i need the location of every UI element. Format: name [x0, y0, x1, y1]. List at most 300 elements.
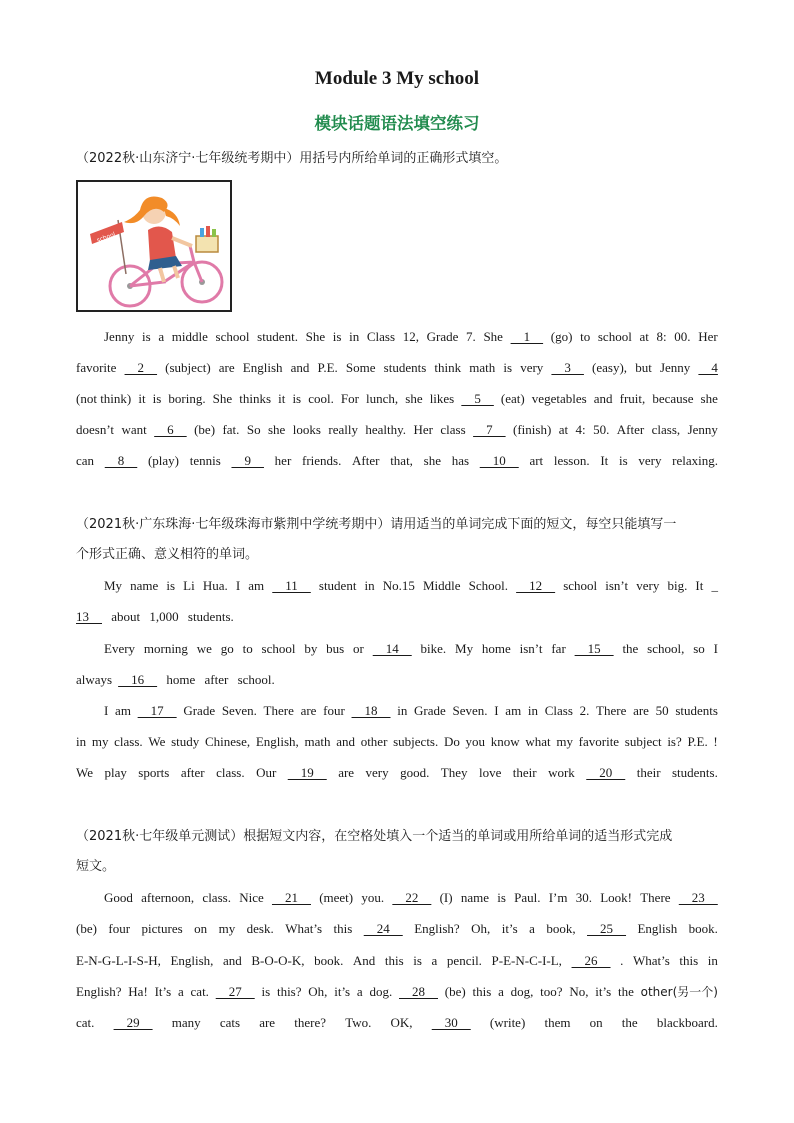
- word-token: 30.: [575, 890, 592, 905]
- word-token: on: [589, 1015, 603, 1030]
- word-token: Seven.: [221, 703, 257, 718]
- word-token: Grade: [426, 329, 459, 344]
- word-token: that,: [390, 453, 413, 468]
- word-token: always: [76, 672, 113, 687]
- word-token: this: [472, 984, 492, 999]
- word-token: Some: [345, 360, 376, 375]
- answer-blank: 19: [287, 765, 327, 780]
- word-token: their: [636, 765, 661, 780]
- word-token: am: [248, 578, 265, 593]
- word-token: class.: [216, 765, 245, 780]
- word-token: are: [300, 703, 317, 718]
- word-token: pencil.: [446, 953, 482, 968]
- word-token: are: [259, 1015, 276, 1030]
- s3-line-2: [76, 919, 718, 939]
- word-token: subject: [624, 734, 662, 749]
- answer-blank: 28: [399, 984, 438, 999]
- answer-blank: 29: [113, 1015, 153, 1030]
- bicycle-illustration: [78, 182, 230, 310]
- word-token: she: [423, 453, 441, 468]
- word-token: English?: [414, 921, 460, 936]
- word-token: (eat): [500, 391, 525, 406]
- word-token: are: [338, 765, 355, 780]
- s1-line-4: [76, 420, 718, 440]
- word-token: there?: [294, 1015, 327, 1030]
- word-token: thinks: [239, 391, 272, 406]
- word-token: to: [580, 329, 591, 344]
- word-token: school: [261, 641, 296, 656]
- word-token: and: [290, 360, 310, 375]
- word-token: what: [525, 734, 551, 749]
- word-token: book.: [688, 921, 718, 936]
- word-token: What’s: [285, 921, 323, 936]
- word-token: Every: [104, 641, 136, 656]
- s2-line-5: [104, 701, 718, 721]
- word-token: desk.: [246, 921, 274, 936]
- word-token: morning: [143, 641, 188, 656]
- word-token: relaxing.: [672, 453, 718, 468]
- word-token: too?: [540, 984, 563, 999]
- word-token: B-O-O-K,: [251, 953, 305, 968]
- word-token: English: [242, 360, 283, 375]
- word-token: at: [639, 329, 649, 344]
- word-token: I: [104, 703, 109, 718]
- word-token: Seven.: [452, 703, 488, 718]
- word-token: healthy.: [365, 422, 407, 437]
- word-token: a: [529, 921, 535, 936]
- word-token: Paul.: [514, 890, 541, 905]
- word-token: I: [713, 641, 718, 656]
- word-token: She: [483, 329, 503, 344]
- answer-blank: 21: [271, 890, 311, 905]
- word-token: It’s: [154, 984, 172, 999]
- word-token: the: [622, 641, 639, 656]
- word-token: Ha!: [128, 984, 148, 999]
- word-token: isn’t: [605, 578, 629, 593]
- word-token: other: [360, 734, 388, 749]
- word-token: students: [675, 703, 718, 718]
- word-token: 50: [655, 703, 669, 718]
- word-token: bus: [326, 641, 345, 656]
- word-token: it’s: [595, 984, 612, 999]
- answer-blank: 24: [363, 921, 403, 936]
- word-token: math: [469, 360, 496, 375]
- word-token: English: [637, 921, 678, 936]
- word-token: Oh,: [471, 921, 491, 936]
- word-token: very: [638, 453, 662, 468]
- s1-line-3: [76, 389, 718, 409]
- word-token: Nice: [239, 890, 264, 905]
- word-token: afternoon,: [141, 890, 195, 905]
- answer-blank: 9: [231, 453, 264, 468]
- word-token: this: [384, 953, 404, 968]
- word-token: boring.: [168, 391, 206, 406]
- word-token: P-E-N-C-I-L,: [491, 953, 562, 968]
- word-token: No,: [569, 984, 589, 999]
- word-token: class,: [651, 422, 681, 437]
- word-token: 8:: [656, 329, 667, 344]
- word-token: lesson.: [553, 453, 590, 468]
- word-token: their: [512, 765, 537, 780]
- word-token: home: [481, 641, 511, 656]
- answer-blank: 22: [392, 890, 432, 905]
- word-token: Grade: [414, 703, 446, 718]
- word-token: student.: [257, 329, 298, 344]
- word-token: school,: [647, 641, 685, 656]
- word-token: No.15: [382, 578, 415, 593]
- word-token: We: [148, 734, 166, 749]
- word-token: 1,000: [146, 609, 179, 624]
- word-token: name: [130, 578, 159, 593]
- word-token: 4:: [575, 422, 586, 437]
- word-token: OK,: [390, 1015, 413, 1030]
- word-token: about: [108, 609, 141, 624]
- word-token: dog.: [369, 984, 393, 999]
- s1-line-5: [76, 451, 718, 471]
- word-token: lunch,: [366, 391, 399, 406]
- answer-blank: 14: [372, 641, 412, 656]
- word-token: home: [163, 672, 196, 687]
- word-token: English,: [255, 734, 299, 749]
- word-token: (meet): [319, 890, 354, 905]
- word-token: think: [434, 360, 462, 375]
- word-token: is?: [667, 734, 682, 749]
- word-token: isn’t: [519, 641, 543, 656]
- word-token: cool.: [308, 391, 334, 406]
- word-token: I’m: [548, 890, 568, 905]
- word-token: 12,: [402, 329, 419, 344]
- word-token: by: [304, 641, 318, 656]
- word-token: very: [520, 360, 544, 375]
- answer-blank: 7: [473, 422, 506, 437]
- word-token: English?: [76, 984, 122, 999]
- word-token: my: [218, 921, 236, 936]
- word-token: Do: [443, 734, 460, 749]
- word-token: is: [503, 360, 513, 375]
- word-token: Our: [256, 765, 277, 780]
- word-token: (go): [550, 329, 573, 344]
- word-token: pictures: [141, 921, 183, 936]
- word-token: is: [152, 391, 162, 406]
- word-token: (finish): [513, 422, 552, 437]
- word-token: Grade: [183, 703, 216, 718]
- word-token: school.: [234, 672, 275, 687]
- answer-blank: 1: [510, 329, 544, 344]
- word-token: We: [76, 765, 93, 780]
- word-token: a: [431, 953, 438, 968]
- word-token: E-N-G-L-I-S-H,: [76, 953, 161, 968]
- flag-label: school: [95, 230, 117, 245]
- answer-blank: 16: [118, 672, 158, 687]
- word-token: this?: [276, 984, 302, 999]
- word-token: fruit,: [619, 391, 646, 406]
- section3-heading-line2: 短文。: [76, 859, 116, 874]
- word-token: is: [618, 453, 628, 468]
- word-token: class.: [114, 734, 143, 749]
- answer-blank: 18: [351, 703, 391, 718]
- answer-blank: 11: [272, 578, 311, 593]
- word-token: after: [201, 672, 229, 687]
- word-token: the: [617, 984, 634, 999]
- word-token: (easy),: [592, 360, 628, 375]
- answer-blank: 13: [76, 609, 102, 624]
- word-token: There: [640, 890, 671, 905]
- word-token: favorite: [578, 734, 620, 749]
- word-token: Her: [413, 422, 433, 437]
- word-token: it: [278, 391, 286, 406]
- word-token: tennis: [189, 453, 221, 468]
- word-token: book,: [546, 921, 576, 936]
- word-token: Jenny: [659, 360, 691, 375]
- answer-blank: 12: [516, 578, 556, 593]
- s3-line-4: [76, 982, 718, 1002]
- word-token: (play): [147, 453, 179, 468]
- s2-line-1: [104, 576, 718, 596]
- s1-line-1: [104, 327, 718, 347]
- word-token: we: [196, 641, 212, 656]
- girl-riding-bicycle-icon: [76, 180, 232, 312]
- word-token: Class: [544, 703, 573, 718]
- word-token: student: [318, 578, 357, 593]
- word-token: 7.: [466, 329, 476, 344]
- word-token: Two.: [345, 1015, 372, 1030]
- word-token: in: [364, 578, 375, 593]
- word-token: but: [635, 360, 652, 375]
- word-token: !: [713, 734, 718, 749]
- answer-blank: 4: [698, 360, 718, 375]
- word-token: likes: [429, 391, 455, 406]
- word-token: middle: [171, 329, 208, 344]
- word-token: has: [451, 453, 470, 468]
- word-token: a: [177, 984, 184, 999]
- word-token: There: [596, 703, 627, 718]
- word-token: 00.: [674, 329, 691, 344]
- word-token: it: [138, 391, 146, 406]
- word-token: And: [352, 953, 376, 968]
- word-token: fat.: [222, 422, 240, 437]
- word-token: far: [551, 641, 566, 656]
- answer-blank: 3: [551, 360, 584, 375]
- word-token: the: [621, 1015, 638, 1030]
- word-token: cat.: [190, 984, 209, 999]
- word-token: (not think): [76, 391, 132, 406]
- word-token: cats: [219, 1015, 241, 1030]
- word-token: is: [497, 890, 506, 905]
- word-token: on: [194, 921, 208, 936]
- word-token: and: [223, 953, 242, 968]
- word-token: friends.: [301, 453, 342, 468]
- word-token: students.: [184, 609, 234, 624]
- word-token: in: [707, 953, 718, 968]
- word-token: can: [76, 453, 95, 468]
- word-token: big.: [667, 578, 688, 593]
- word-token: 2.: [579, 703, 590, 718]
- word-token: Jenny: [687, 422, 718, 437]
- word-token: she: [700, 391, 718, 406]
- word-token: this: [679, 953, 699, 968]
- word-token: is: [142, 329, 151, 344]
- word-token: play: [104, 765, 127, 780]
- word-token: work: [548, 765, 575, 780]
- word-token: sports: [138, 765, 170, 780]
- word-token: (be): [194, 422, 216, 437]
- word-token: you: [465, 734, 486, 749]
- answer-blank: 10: [479, 453, 519, 468]
- section2-heading-line1: （2021秋·广东珠海·七年级珠海市紫荆中学统考期中）请用适当的单词完成下面的短文，每空只能填写一: [76, 517, 677, 532]
- word-token: very: [636, 578, 660, 593]
- word-token: other(另一个): [640, 985, 718, 999]
- word-token: Middle: [423, 578, 461, 593]
- word-token: my: [91, 734, 109, 749]
- s2-line-4: [76, 670, 718, 690]
- word-token: study: [171, 734, 200, 749]
- word-token: (subject): [165, 360, 211, 375]
- word-token: I: [494, 703, 499, 718]
- word-token: four: [108, 921, 131, 936]
- s1-line-2: [76, 358, 718, 378]
- word-token: go: [220, 641, 234, 656]
- word-token: .: [620, 953, 624, 968]
- word-token: after: [180, 765, 205, 780]
- word-token: art: [529, 453, 544, 468]
- word-token: My: [104, 578, 123, 593]
- word-token: Good: [104, 890, 133, 905]
- word-token: Jenny: [104, 329, 135, 344]
- s2-line-6: [76, 732, 718, 752]
- word-token: many: [171, 1015, 201, 1030]
- word-token: in: [527, 703, 539, 718]
- word-token: school: [563, 578, 598, 593]
- word-token: vegetables: [531, 391, 587, 406]
- word-token: know: [490, 734, 520, 749]
- word-token: (be): [444, 984, 466, 999]
- word-token: Her: [698, 329, 718, 344]
- word-token: P.E.: [687, 734, 708, 749]
- section3-heading-line1: （2021秋·七年级单元测试）根据短文内容，在空格处填入一个适当的单词或用所给单词的适当形式完成: [76, 829, 673, 844]
- word-token: is: [332, 329, 342, 344]
- word-token: Class: [366, 329, 396, 344]
- word-token: you.: [361, 890, 385, 905]
- word-token: this: [333, 921, 353, 936]
- word-token: so: [693, 641, 705, 656]
- word-token: my: [556, 734, 573, 749]
- page-title: Module 3 My school: [314, 68, 480, 89]
- word-token: P.E.: [317, 360, 338, 375]
- s2-line-7: [76, 763, 718, 783]
- word-token: are: [633, 703, 649, 718]
- word-token: at: [558, 422, 569, 437]
- word-token: subjects.: [393, 734, 439, 749]
- word-token: am: [505, 703, 522, 718]
- word-token: she: [405, 391, 423, 406]
- word-token: are: [218, 360, 235, 375]
- word-token: is: [166, 578, 176, 593]
- word-token: students.: [671, 765, 718, 780]
- word-token: cat.: [76, 1015, 95, 1030]
- word-token: and: [336, 734, 355, 749]
- word-token: am: [115, 703, 131, 718]
- word-token: 50.: [593, 422, 610, 437]
- word-token: and: [593, 391, 613, 406]
- answer-blank: 23: [678, 890, 718, 905]
- word-token: It: [695, 578, 704, 593]
- word-token: in: [76, 734, 87, 749]
- word-token: a: [356, 984, 363, 999]
- word-token: book.: [314, 953, 344, 968]
- word-token: looks: [292, 422, 321, 437]
- word-token: it’s: [334, 984, 351, 999]
- answer-blank: 25: [587, 921, 627, 936]
- word-token: Chinese,: [204, 734, 251, 749]
- word-token: them: [544, 1015, 571, 1030]
- word-token: What’s: [632, 953, 670, 968]
- word-token: English,: [170, 953, 214, 968]
- section1-heading: （2022秋·山东济宁·七年级统考期中）用括号内所给单词的正确形式填空。: [76, 151, 508, 166]
- word-token: very: [365, 765, 389, 780]
- word-token: She: [305, 329, 326, 344]
- word-token: is: [261, 984, 271, 999]
- word-token: students: [383, 360, 427, 375]
- word-token: Look!: [600, 890, 632, 905]
- word-token: a: [498, 984, 504, 999]
- word-token: (be): [76, 921, 97, 936]
- word-token: she: [268, 422, 286, 437]
- word-token: My: [455, 641, 474, 656]
- answer-blank: 15: [574, 641, 614, 656]
- word-token: It: [600, 453, 609, 468]
- answer-blank: 8: [104, 453, 138, 468]
- word-token: is: [413, 953, 422, 968]
- answer-blank: 5: [461, 391, 494, 406]
- word-token: name: [460, 890, 489, 905]
- word-token: Hua.: [202, 578, 228, 593]
- word-token: in: [397, 703, 408, 718]
- word-token: favorite: [76, 360, 117, 375]
- answer-blank: 27: [215, 984, 255, 999]
- word-token: There: [263, 703, 294, 718]
- word-token: in: [349, 329, 360, 344]
- word-token: doesn’t: [76, 422, 115, 437]
- word-token: a: [158, 329, 165, 344]
- word-token: Oh,: [308, 984, 328, 999]
- word-token: They: [440, 765, 468, 780]
- word-token: (write): [489, 1015, 526, 1030]
- s3-line-5: [76, 1013, 718, 1033]
- word-token: want: [121, 422, 147, 437]
- word-token: School.: [468, 578, 509, 593]
- word-token: four: [323, 703, 345, 718]
- word-token: (I): [439, 890, 453, 905]
- s2-line-3: [104, 639, 718, 659]
- word-token: class.: [202, 890, 231, 905]
- word-token: because: [652, 391, 694, 406]
- answer-blank: 20: [586, 765, 626, 780]
- s3-line-1: [104, 888, 718, 908]
- word-token: _: [711, 578, 718, 593]
- word-token: She: [212, 391, 233, 406]
- word-token: I: [235, 578, 241, 593]
- word-token: or: [353, 641, 364, 656]
- answer-blank: 6: [154, 422, 187, 437]
- s2-line-2: [76, 607, 718, 627]
- word-token: school: [215, 329, 250, 344]
- section2-heading-line2: 个形式正确、意义相符的单词。: [76, 547, 259, 562]
- word-token: After: [352, 453, 380, 468]
- word-token: dog,: [510, 984, 534, 999]
- answer-blank: 30: [431, 1015, 471, 1030]
- word-token: For: [340, 391, 359, 406]
- word-token: After: [616, 422, 645, 437]
